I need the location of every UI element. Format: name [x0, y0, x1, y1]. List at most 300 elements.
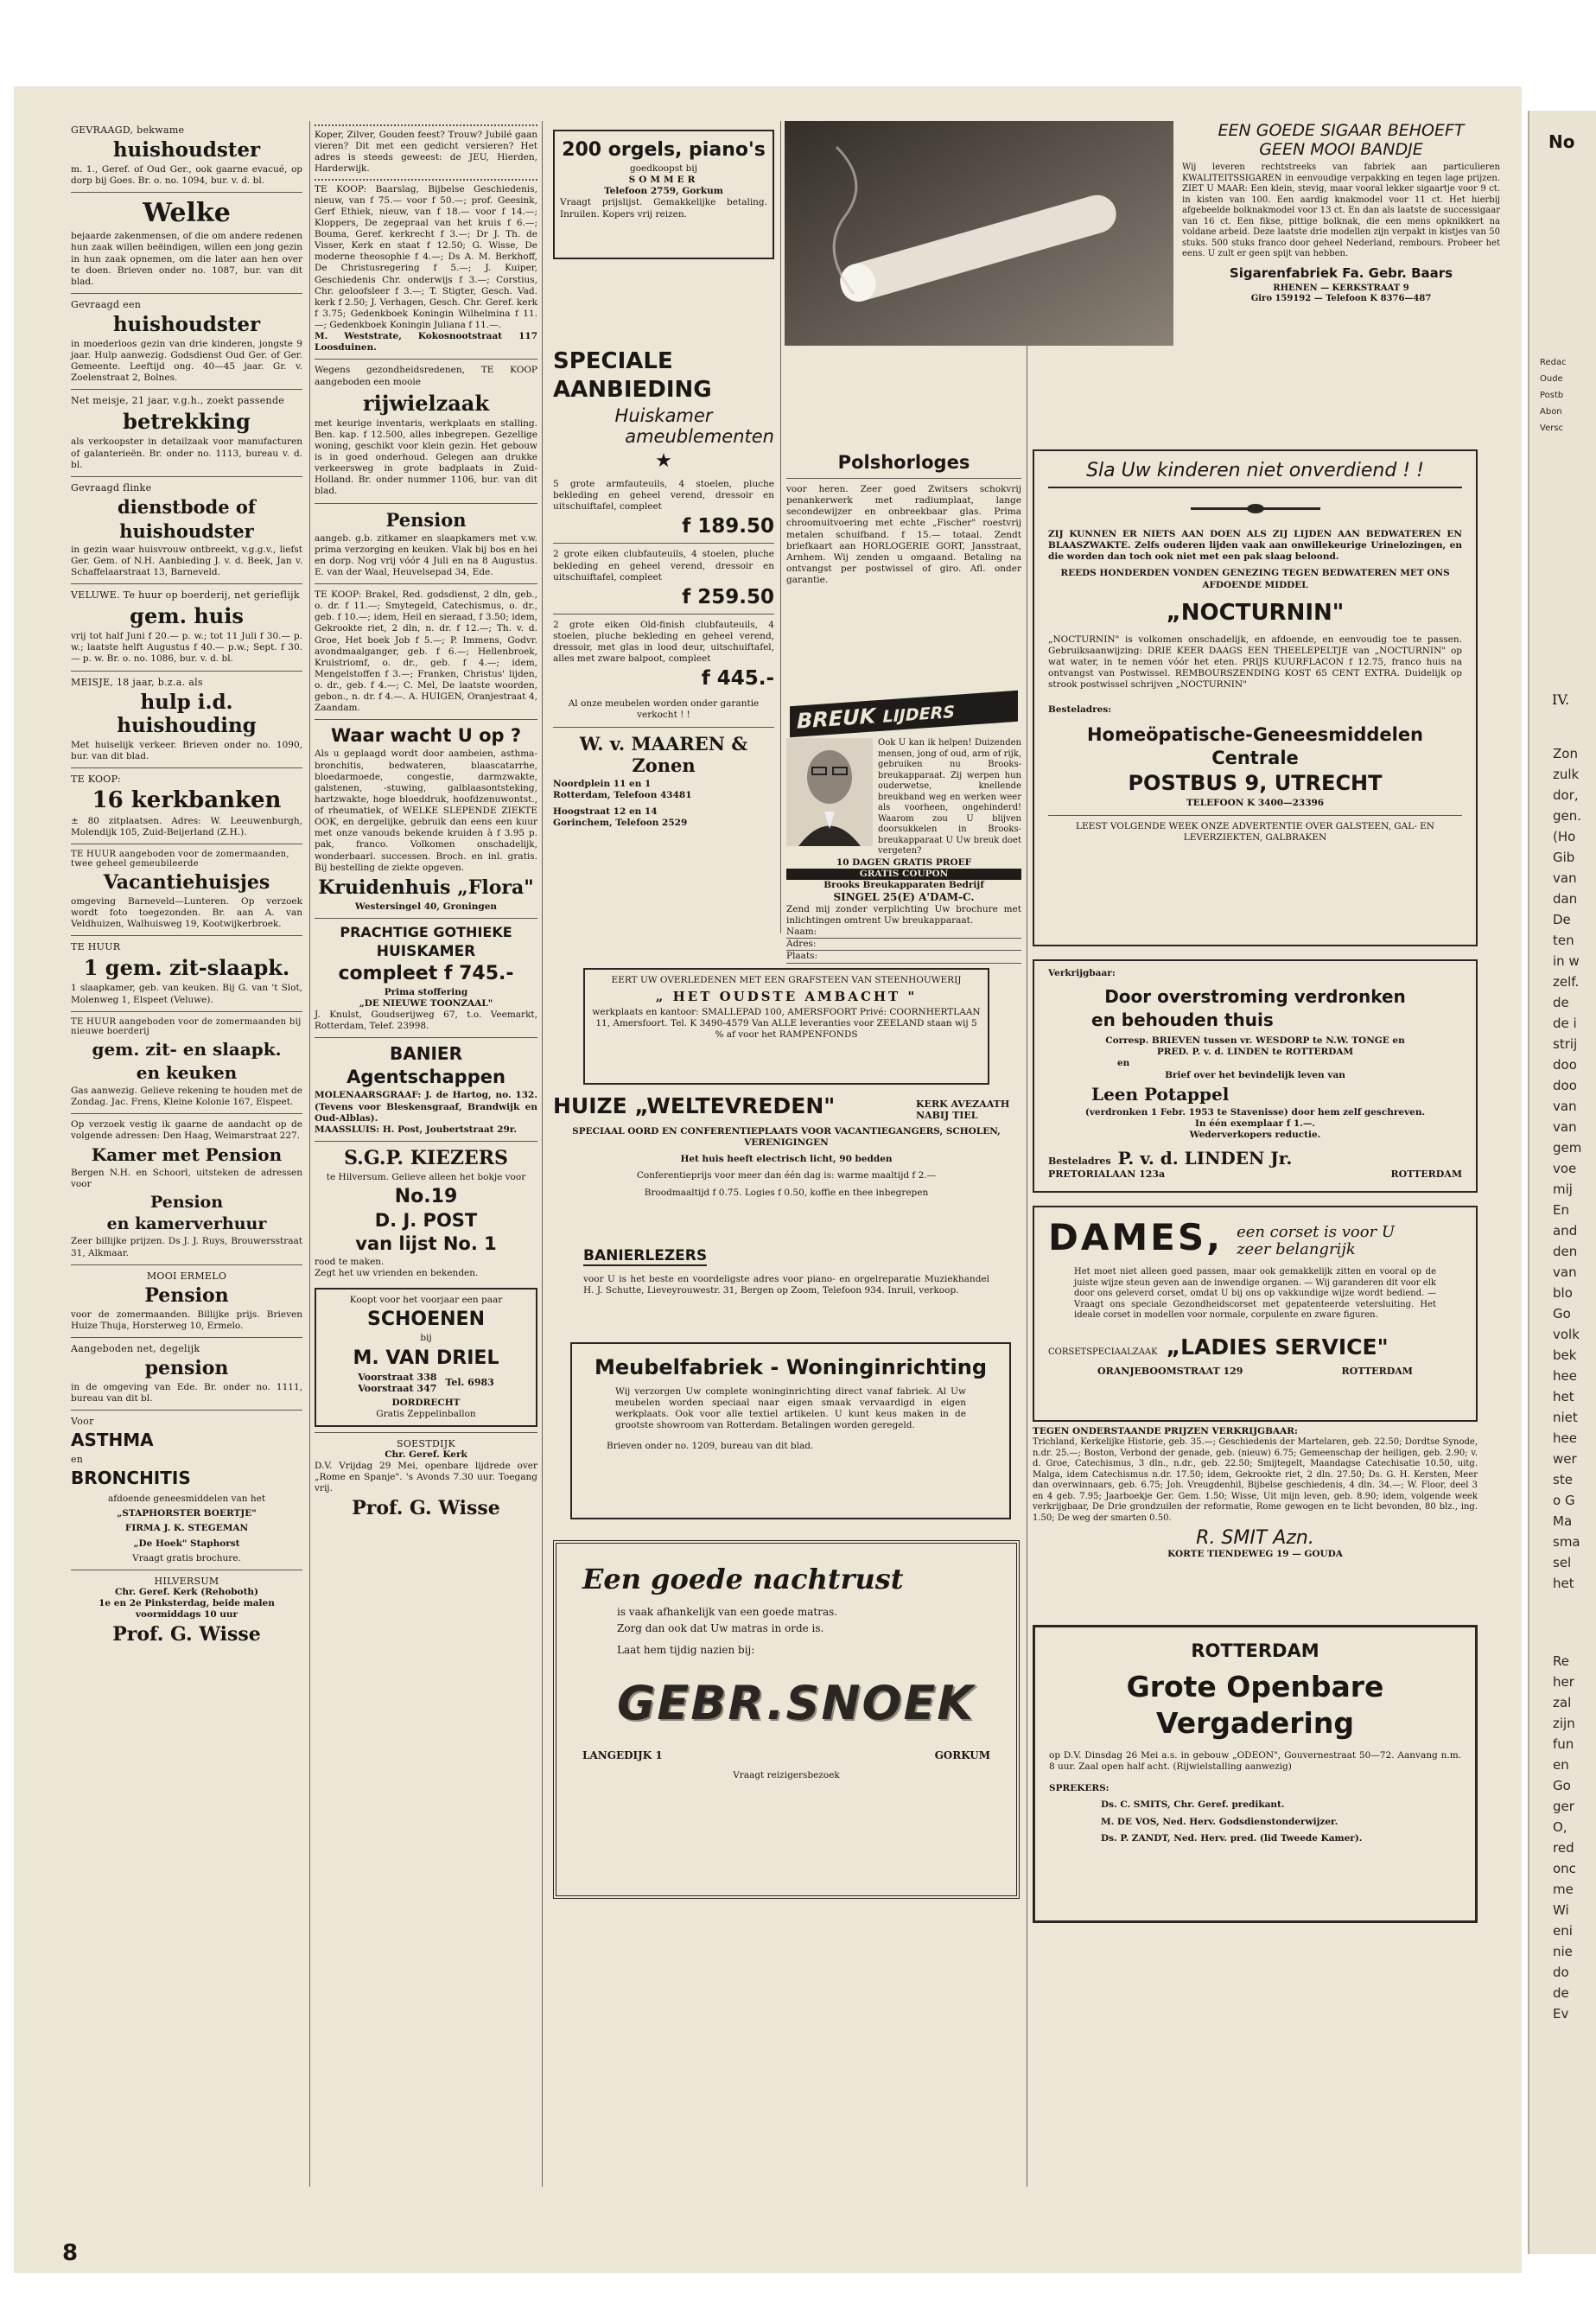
ad-heading: ROTTERDAM — [1191, 1640, 1319, 1661]
next-page-line: zal — [1553, 1695, 1572, 1710]
ad-heading: BRONCHITIS — [71, 1468, 191, 1489]
ad-heading: rijwielzaak — [363, 390, 489, 416]
ad-body: 2 grote eiken Old-finish clubfauteuils, 4 stoelen, pluche bekleding en geheel verend, dressoir, met glas in lood deur, uitschuiftafel, alles met zware balpoot, compleet — [553, 619, 774, 665]
ad-heading: compleet f 745.- — [338, 962, 514, 984]
ad-heading: EEN GOEDE SIGAAR BEHOEFT — [1218, 121, 1465, 140]
ad-heading: en keuken — [136, 1061, 238, 1083]
smit-books-ad — [1033, 1426, 1478, 1612]
ad-body: 1e en 2e Pinksterdag, beide malen voormiddags 10 uur — [99, 1597, 275, 1620]
next-page-line: zulk — [1553, 767, 1580, 782]
ad-body: Vraagt prijslijst. Gemakkelijke betaling. Inruilen. Kopers vrij reizen. — [560, 197, 767, 220]
next-page-line: niet — [1553, 1410, 1578, 1425]
ad-body: ± 80 zitplaatsen. Adres: W. Leeuwenburgh, Molendijk 105, Zuid-Beijerland (Z.H.). — [71, 815, 302, 837]
next-page-line: het — [1553, 1389, 1574, 1404]
ad-body: TE KOOP: Brakel, Red. godsdienst, 2 dln, geb., o. dr. f 11.—; Smytegeld, Catechismus, o. dr., geb. f 10.—; idem, Heil en sieraad, f 3.50; idem, Gekrookte riet, 2 dln, n. dr. f 12.—; Th. v. d. Groe, Het boek Job f 5.—; P. Immens, Godvr. avondmaalganger, geb. f 6.—; Hellenbroek, Kruistriomf, o. dr., geb. f 4.—; idem, Mengelstoffen f 3.—; Franken, Christus' lijden, o. dr., geb. f 4.—; C. Mel, De laatste woorden, gebon., n. dr. f 4.—. A. HUIGEN, Oranjestraat 4, Zaandam. — [315, 589, 537, 714]
ad-body: goedkoopst bij — [630, 163, 697, 174]
price: f 189.50 — [682, 515, 774, 538]
ad-body: Trichland, Kerkelijke Historie, geb. 35.—; Geschiedenis der Martelaren, geb. 22.50; Dordtse Synode, n.dr. 25.—; Boston, Verbond der genade, geb. (nieuw) 6.75; Gemeenschap der heiligen, geb. 2.90; v. d. Groe, Catechismus, 3 dln., n.dr., geb. 22.50; Smijtegelt, Maandagse Catechisatie 10.50, uitg. Malga, idem Catechismus n.dr. 17.50; idem, Gekrookte riet, 2 dln. 27.50; Ds. G. H. Kersten, Meer dan overwinnaars, geb. 6.75; Joh. Vreugdenhil, Bijbelse geschiedenis, 4 dln. 34.—; W. Floor, deel 3 en 4 geb. 7.95; Jaarboekje Ger. Gem. 1.50; Wisse, Uit mijn leven, geb. 8.90; idem, volgende week verkrijgbaar, De Drie grondzuilen der reformatie, Rome gewogen en te licht bevonden, 80 blz., ing. 1.50; De weg der smarten 0.50. — [1033, 1437, 1478, 1523]
next-page-line: Go — [1553, 1306, 1571, 1321]
furniture-ad — [553, 346, 774, 899]
ad-body: SOMMER — [628, 175, 699, 186]
ad-body: Chr. Geref. Kerk (Rehoboth) — [114, 1586, 259, 1597]
ad-label: SPREKERS: — [1049, 1783, 1110, 1794]
ad-label: Aangeboden net, degelijk — [71, 1342, 200, 1354]
next-page-line: en — [1553, 1757, 1569, 1773]
next-page-line: de — [1553, 1985, 1569, 2001]
ad-label: Verkrijgbaar: — [1048, 968, 1116, 978]
ad-label: SOESTDIJK — [397, 1437, 455, 1449]
ad-body: Noordplein 11 en 1 — [553, 778, 652, 789]
ad-body: TELEFOON K 3400—23396 — [1186, 798, 1325, 809]
ad-heading: Een goede nachtrust — [582, 1563, 904, 1595]
ad-heading: S.G.P. KIEZERS — [344, 1146, 508, 1169]
ad-body: Op verzoek vestig ik gaarne de aandacht op de volgende adressen: Den Haag, Weimarstraat 227. — [71, 1118, 302, 1141]
next-page-line: het — [1553, 1576, 1574, 1591]
ad-body: RHENEN — KERKSTRAAT 9 — [1273, 283, 1409, 293]
ad-label: Voor — [71, 1416, 94, 1428]
next-page-line: de — [1553, 995, 1569, 1010]
next-page-line: Gib — [1553, 850, 1575, 865]
ad-body: Gas aanwezig. Gelieve rekening te houden met de Zondag. Jac. Frens, Kleine Kolonie 167, Elspeet. — [71, 1085, 302, 1107]
furniture-factory-ad — [570, 1342, 1011, 1519]
next-page-line: Wi — [1553, 1902, 1569, 1918]
ad-label: CORSETSPECIAALZAAK — [1048, 1347, 1158, 1357]
ad-label: en — [71, 1454, 84, 1466]
ad-body: D.V. Vrijdag 29 Mei, openbare lijdrede over „Rome en Spanje". 's Avonds 7.30 uur. Toegang vrij. — [315, 1460, 537, 1494]
ad-body: Brooks Breukapparaten Bedrijf — [823, 879, 984, 890]
ad-body: MOLENAARSGRAAF: J. de Hartog, no. 132. (Tevens voor Bleskensgraaf, Brandwijk en Oud-Alblas). — [315, 1090, 537, 1124]
banner-text: LIJDERS — [882, 702, 955, 727]
page-number: 8 — [62, 2240, 79, 2266]
ad-label: TEGEN ONDERSTAANDE PRIJZEN VERKRIJGBAAR: — [1033, 1426, 1298, 1436]
ad-heading: AANBIEDING — [553, 377, 712, 403]
next-page-line: van — [1553, 1099, 1577, 1114]
ad-heading: 16 kerkbanken — [92, 786, 282, 813]
ad-label: TE HUUR aangeboden voor de zomermaanden, twee geheel gemeubileerde — [71, 850, 289, 869]
next-page-line: doo — [1553, 1078, 1577, 1093]
ad-heading: D. J. POST — [374, 1210, 478, 1231]
ad-body: Bergen N.H. en Schoorl, uitsteken de adressen voor — [71, 1168, 302, 1190]
ad-body: Corresp. BRIEVEN tussen vr. WESDORP te N.W. TONGE en — [1105, 1035, 1405, 1047]
flood-book-ad — [1033, 959, 1478, 1193]
next-page-text — [1553, 1651, 1576, 2024]
ad-label: GEVRAAGD, bekwame — [71, 124, 185, 136]
ad-heading: Waar wacht U op ? — [330, 725, 522, 747]
next-page-line: sel — [1553, 1555, 1572, 1570]
ad-body: Brief over het bevindelijk leven van — [1165, 1069, 1345, 1080]
ad-heading: Grote Openbare — [1126, 1670, 1384, 1704]
ad-body: in de omgeving van Ede. Br. onder no. 1111, bureau van dit bl. — [71, 1381, 302, 1404]
cigar-ad — [785, 121, 1506, 415]
ad-body: Chr. Geref. Kerk — [385, 1449, 467, 1460]
next-page-line: Postb — [1540, 391, 1564, 400]
ad-heading: Kamer met Pension — [91, 1144, 283, 1166]
ad-heading: No.19 — [394, 1186, 458, 1207]
next-page-line: hee — [1553, 1368, 1577, 1384]
ad-body: en — [1117, 1058, 1130, 1069]
ad-heading: Agentschappen — [347, 1067, 506, 1088]
next-page-line: van — [1553, 1264, 1577, 1280]
organ-ad — [553, 130, 774, 259]
ad-heading: BANIERLEZERS — [583, 1247, 708, 1264]
ad-body: J. Knulst, Goudserijweg 67, t.o. Veemarkt, Rotterdam, Telef. 23998. — [315, 1009, 537, 1032]
ad-heading: ASTHMA — [71, 1430, 154, 1451]
ad-body: Tel. 6983 — [445, 1377, 494, 1388]
ad-body: werkplaats en kantoor: SMALLEPAD 100, AMERSFOORT Privé: COORNHERTLAAN 11, Amersfoort. Tel. K 3490-4579 Van ALLE leveranties voor ZEELAND staan wij 5 % af voor het RAMPENFONDS — [592, 1007, 981, 1041]
ad-body: In één exemplaar f 1.—. — [1195, 1118, 1315, 1129]
ad-body: Prima stoffering — [384, 986, 468, 997]
ad-heading: Welke — [143, 198, 231, 229]
ad-body: Gorinchem, Telefoon 2529 — [553, 817, 688, 828]
ad-body: Vraagt reizigersbezoek — [733, 1770, 840, 1780]
ad-heading: R. SMIT Azn. — [1196, 1527, 1314, 1550]
ad-body: Met huiselijk verkeer. Brieven onder no. 1090, bur. van dit blad. — [71, 739, 302, 761]
ad-body: EERT UW OVERLEDENEN MET EEN GRAFSTEEN VAN STEENHOUWERIJ — [611, 975, 962, 985]
ad-heading: Pension — [144, 1283, 229, 1307]
ad-body: M. Weststrate, Kokosnootstraat 117 Loosduinen. — [315, 331, 537, 353]
next-page-line: ten — [1553, 933, 1574, 948]
ad-heading: „NOCTURNIN" — [1166, 599, 1345, 626]
nocturnin-ad — [1033, 449, 1478, 946]
next-page-line: den — [1553, 1244, 1578, 1259]
column-2 — [315, 121, 537, 2195]
ad-body: 10 DAGEN GRATIS PROEF — [836, 857, 972, 868]
ad-body: Rotterdam, Telefoon 43481 — [553, 789, 692, 800]
ad-heading: huishoudster — [119, 519, 254, 542]
ad-heading: GEEN MOOI BANDJE — [1259, 140, 1423, 159]
ad-body: Zeer billijke prijzen. Ds J. J. Ruys, Brouwersstraat 31, Alkmaar. — [71, 1236, 302, 1258]
ad-body: afdoende geneesmiddelen van het — [107, 1493, 266, 1505]
ad-heading: Homeöpatische-Geneesmiddelen — [1086, 724, 1424, 746]
next-page-line: Ma — [1553, 1513, 1573, 1529]
price: f 445.- — [701, 667, 774, 691]
next-page-line: volk — [1553, 1327, 1580, 1342]
ad-body: KORTE TIENDEWEG 19 — GOUDA — [1167, 1549, 1343, 1560]
next-page-masthead — [1540, 354, 1567, 436]
form-field-address: Adres: — [786, 939, 1021, 951]
ad-body: Vraagt gratis brochure. — [132, 1552, 241, 1563]
ad-heading: hulp i.d. huishouding — [117, 690, 257, 737]
ad-body: PRETORIALAAN 123a — [1048, 1169, 1166, 1180]
ad-heading: DAMES, — [1048, 1216, 1224, 1258]
ad-heading: betrekking — [123, 409, 251, 435]
ad-body: PRED. P. v. d. LINDEN te ROTTERDAM — [1156, 1047, 1354, 1058]
ad-body: voor heren. Zeer goed Zwitsers schokvrij penankerwerk met radiumplaat, lange secondewijzer en onbreekbaar glas. Prima chroomuitvoering met echte „Fischer" roestvrij metalen schuifband. f 15.— totaal. Zendt briefkaart aan HORLOGERIE GORT, Jansstraat, Arnhem. Wij zenden u omgaand. Betaling na ontvangst per postwissel of giro. Afl. onder garantie. — [786, 484, 1021, 585]
next-page-line: in w — [1553, 953, 1580, 969]
ad-body: GRATIS COUPON — [786, 869, 1021, 880]
ad-heading: van lijst No. 1 — [355, 1233, 497, 1254]
ad-heading: „ HET OUDSTE AMBACHT " — [655, 989, 918, 1005]
ad-body: Het moet niet alleen goed passen, maar ook gemakkelijk zitten en vooral op de juiste wijze steun geven aan de inwendige organen. — Wij garanderen dit voor elk door ons geleverd corset, omdat U bij ons op vakkundige wijze wordt bediend. — Vraagt ons speciale Gezondheidscorset met gepatenteerde vetersluiting. Het ideale corset in modellen voor normale, corpulente en zware figuren. — [1074, 1267, 1436, 1320]
ad-body: Zorg dan ook dat Uw matras in orde is. — [617, 1622, 824, 1634]
next-page-line: her — [1553, 1674, 1574, 1690]
ad-body: Zend mij zonder verplichting Uw brochure met inlichtingen omtrent Uw breukapparaat. — [786, 903, 1021, 926]
ad-body: Als u geplaagd wordt door aambeien, asthma-bronchitis, bedwateren, blaascatarrhe, bloedarmoede, congestie, darmzwakte, galstenen, -stuwing, galblaasontsteking, hartzwakte, hoge bloeddruk, hoofdzenuwontst., of rheumatiek, of WELKE SLEPENDE ZIEKTE OOK, en dergelijke, gebruik dan eens een kuur met onze vanouds bekende kruiden à f 3.95 p. pak, franco. Volkomen onschadelijk, wonderbaarl. successen. Broch. en inl. gratis. Bij bestelling de ziekte opgeven. — [315, 748, 537, 873]
ad-heading: Pension — [149, 1193, 224, 1213]
next-page-line: Zon — [1553, 746, 1578, 761]
ad-heading: gem. zit- en slaapk. — [92, 1038, 282, 1060]
ad-body: Telefoon 2759, Gorkum — [604, 186, 723, 197]
ad-body: 5 grote armfauteuils, 4 stoelen, pluche bekleding en geheel verend, dressoir en uitschuiftafel, compleet — [553, 479, 774, 513]
ad-heading: 1 gem. zit-slaapk. — [83, 955, 290, 981]
ad-body: Conferentieprijs voor meer dan één dag is: warme maaltijd f 2.— — [636, 1170, 937, 1181]
ad-body: Ds. C. SMITS, Chr. Geref. predikant. — [1101, 1799, 1285, 1811]
banierlezers-ad — [583, 1245, 989, 1340]
ad-body: bejaarde zakenmensen, of die om andere redenen hun zaak willen beëindigen, willen een jong gezin in hun zaak opnemen, om die later aan hen over te doen. Brieven onder no. 1087, bur. van dit blad. — [71, 231, 302, 287]
ad-body: SINGEL 25(E) A'DAM-C. — [833, 890, 975, 903]
ad-label: VELUWE. Te huur op boerderij, net gerieflijk — [71, 589, 300, 602]
ad-label: Besteladres — [1048, 1156, 1111, 1167]
next-page-line: do — [1553, 1965, 1569, 1980]
hernia-ad — [786, 691, 1021, 962]
next-page-line: mij — [1553, 1181, 1573, 1197]
ad-body: „De Hoek" Staphorst — [133, 1538, 240, 1549]
ad-heading: en kamerverhuur — [106, 1214, 267, 1234]
ad-body: Koopt voor het voorjaar een paar — [349, 1295, 503, 1306]
ad-body: 1 slaapkamer, geb. van keuken. Bij G. van 't Slot, Molenweg 1, Elspeet (Veluwe). — [71, 983, 302, 1005]
next-page-line: sma — [1553, 1534, 1580, 1550]
ad-body: MAASSLUIS: H. Post, Joubertstraat 29r. — [315, 1124, 518, 1135]
ad-body: (verdronken 1 Febr. 1953 te Stavenisse) door hem zelf geschreven. — [1084, 1106, 1426, 1118]
column-rule — [780, 121, 781, 933]
ad-body: ORANJEBOOMSTRAAT 129 — [1097, 1365, 1243, 1377]
ad-heading: „LADIES SERVICE" — [1166, 1334, 1389, 1360]
ad-heading: Centrale — [1211, 748, 1299, 769]
cigar-image — [785, 121, 1173, 346]
weltevreden-ad — [553, 1091, 1020, 1242]
ad-body: Brieven onder no. 1209, bureau van dit blad. — [607, 1440, 814, 1451]
ad-heading: gem. huis — [130, 603, 244, 629]
ad-body: Laat hem tijdig nazien bij: — [617, 1644, 755, 1656]
ad-heading: Vacantiehuisjes — [103, 871, 270, 894]
next-page-line: De — [1553, 912, 1571, 927]
gravestone-ad — [583, 968, 989, 1085]
ad-body: M. DE VOS, Ned. Herv. Godsdienstonderwijzer. — [1101, 1816, 1338, 1827]
ad-body: Ds. P. ZANDT, Ned. Herv. pred. (lid Tweede Kamer). — [1101, 1832, 1363, 1844]
ad-heading: PRACHTIGE GOTHIEKE — [340, 923, 512, 940]
next-page-line: gem — [1553, 1140, 1582, 1156]
ad-body: aangeb. g.b. zitkamer en slaapkamers met v.w. prima verzorging en keuken. Vlak bij bos en hei en dorp. Nog vrij vóór 4 Juli en na 8 Augustus. E. van der Waal, Heuvelsepad 34, Ede. — [315, 532, 537, 577]
ad-body: „NOCTURNIN" is volkomen onschadelijk, en afdoende, en eenvoudig toe te passen. Gebruiksaanwijzing: DRIE KEER DAAGS EEN THEELEPELTJE van „NOCTURNIN" op wat water, in te nemen vóór het eten. PRIJS KUURFLACON f 12.75, franco huis na ontvangst van Postwissel. REMBOURSZENDING KOST 65 CENT EXTRA. Duidelijk op strook postwissel schrijven „NOCTURNIN" — [1048, 634, 1462, 691]
ad-body: Koper, Zilver, Gouden feest? Trouw? Jubilé gaan vieren? Dit met een gedicht versieren? Het adres is steeds geweest: de JEU, Hierden, Harderwijk. — [315, 130, 537, 175]
next-page-line: doo — [1553, 1057, 1577, 1073]
ad-label: TE HUUR aangeboden voor de zomermaanden bij nieuwe boerderij — [71, 1016, 302, 1036]
next-page-line: eni — [1553, 1923, 1573, 1939]
ad-subheading: ameublementen — [625, 426, 774, 447]
next-page-line: wer — [1553, 1451, 1577, 1467]
next-page-line: strij — [1553, 1036, 1578, 1052]
next-page-line: bek — [1553, 1347, 1577, 1363]
ad-heading: huishoudster — [112, 138, 261, 162]
next-page-line: Go — [1553, 1778, 1571, 1793]
ad-body: „DE NIEUWE TOONZAAL" — [359, 998, 493, 1009]
next-page-line: blo — [1553, 1285, 1573, 1301]
ad-body: is vaak afhankelijk van een goede matras. — [617, 1606, 838, 1618]
ad-label: HILVERSUM — [154, 1575, 219, 1587]
meeting-ad — [1033, 1625, 1478, 1923]
ad-heading: Vergadering — [1156, 1706, 1354, 1740]
price: f 259.50 — [682, 585, 774, 608]
ad-body: FIRMA J. K. STEGEMAN — [124, 1523, 249, 1534]
ad-body: Het huis heeft electrisch licht, 90 bedden — [680, 1154, 893, 1165]
ad-body: Al onze meubelen worden onder garantie verkocht ! ! — [568, 698, 760, 721]
next-page-line: nie — [1553, 1944, 1573, 1959]
ad-heading: P. v. d. LINDEN Jr. — [1117, 1148, 1293, 1169]
ad-heading: huishoudster — [112, 312, 261, 336]
ad-body: „STAPHORSTER BOERTJE" — [117, 1508, 257, 1519]
ad-label: Gevraagd flinke — [71, 481, 152, 494]
next-page-roman: IV. — [1552, 691, 1570, 708]
ad-heading: Door overstroming verdronken — [1104, 986, 1406, 1008]
next-page-line: Redac — [1540, 358, 1567, 367]
ad-body: voor U is het beste en voordeligste adres voor piano- en orgelreparatie Muziekhandel H. J. Schutte, Lieveyrouwestr. 31, Bergen op Zoom, Telefoon 934. Inruil, verkoop. — [583, 1274, 989, 1296]
next-page-line: de i — [1553, 1016, 1577, 1031]
ad-heading: HUISKAMER — [376, 942, 476, 960]
ad-body: in moederloos gezin van drie kinderen, jongste 9 jaar. Hulp aanwezig. Godsdienst Oud Ger. of Ger. Gemeente. Leeftijd ong. 40—45 jaar. Gr. v. Zoelenstraat 2, Bolnes. — [71, 338, 302, 384]
watch-ad — [786, 449, 1021, 683]
ad-label: TE HUUR — [71, 941, 121, 953]
ad-heading: Meubelfabriek - Woninginrichting — [594, 1355, 988, 1379]
ad-heading: POSTBUS 9, UTRECHT — [1128, 771, 1383, 796]
next-page-line: Oude — [1540, 374, 1563, 384]
ad-label: MOOI ERMELO — [146, 1270, 227, 1282]
ad-body: KERK AVEZAATH NABIJ TIEL — [916, 1099, 1010, 1121]
corset-ad — [1033, 1206, 1478, 1422]
ad-label: Gevraagd een — [71, 298, 142, 310]
ad-heading: M. VAN DRIEL — [353, 1347, 499, 1369]
next-page-line: Abon — [1540, 407, 1562, 417]
ad-subheading: een corset is voor U — [1237, 1223, 1396, 1242]
ad-body: Westersingel 40, Groningen — [354, 901, 498, 912]
ad-body: Wederverkopers reductie. — [1189, 1129, 1321, 1140]
ad-body: vrij tot half Juni f 20.— p. w.; tot 11 Juli f 30.— p. w.; laatste helft Augustus f 40.— p.w.; Sept. f 30.— p. w. Br. o. no. 1086, bur. v. d. bl. — [71, 631, 302, 665]
next-page-line: o G — [1553, 1493, 1575, 1508]
ad-body: te Hilversum. Gelieve alleen het bokje voor — [326, 1171, 526, 1182]
mattress-ad — [553, 1540, 1020, 1899]
form-field-name: Naam: — [786, 927, 1021, 939]
shoe-ad-box — [315, 1288, 537, 1427]
ad-heading: dienstbode of — [118, 495, 256, 518]
ad-body: ZIJ KUNNEN ER NIETS AAN DOEN ALS ZIJ LIJDEN AAN BEDWATEREN EN BLAASZWAKTE. Zelfs ouderen lijden vaak aan onwillekeurige Urinelozingen, en die worden dan toch ook niet met een pak slaag beloond. — [1048, 529, 1462, 563]
next-page-line: and — [1553, 1223, 1578, 1239]
ad-heading: Sigarenfabriek Fa. Gebr. Baars — [1229, 264, 1453, 281]
column-1 — [71, 121, 302, 2195]
man-portrait-image — [786, 738, 873, 846]
next-page-line: zijn — [1553, 1716, 1575, 1731]
ad-heading: W. v. MAAREN & Zonen — [579, 732, 748, 776]
column-rule — [309, 121, 310, 2187]
ad-body: m. 1., Geref. of Oud Ger., ook gaarne evacué, op dorp bij Goes. Br. o. no. 1094, bur. v. d. bl. — [71, 164, 302, 187]
ad-heading: Sla Uw kinderen niet onverdiend ! ! — [1048, 460, 1462, 488]
ad-heading: 200 orgels, piano's — [562, 139, 766, 161]
next-page-line: voe — [1553, 1161, 1577, 1176]
next-page-line: zelf. — [1553, 974, 1580, 990]
ad-subheading: zeer belangrijk — [1237, 1240, 1356, 1259]
ad-body: DORDRECHT — [391, 1397, 461, 1408]
ad-body: met keurige inventaris, werkplaats en stalling. Ben. kap. f 12.500, alles inbegrepen. Gezellige woning, geschikt voor klein gezin. Het gebouw is in goed onderhoud. Gelegen aan drukke verkeersweg in grote badplaats in Zuid-Holland. Br. onder nummer 1106, bur. van dit blad. — [315, 417, 537, 497]
next-page-line: fun — [1553, 1736, 1574, 1752]
ad-body: Voorstraat 347 — [358, 1382, 437, 1394]
next-page-line: dan — [1553, 891, 1578, 907]
ad-body: ROTTERDAM — [1341, 1365, 1413, 1377]
ad-body: Gratis Zeppelinballon — [376, 1408, 476, 1419]
next-page-line: ger — [1553, 1799, 1574, 1814]
ad-heading: HUIZE „WELTEVREDEN" — [553, 1093, 836, 1118]
ad-heading: Polshorloges — [837, 452, 970, 473]
next-page-line: van — [1553, 870, 1577, 886]
ad-body: TE KOOP: Baarslag, Bijbelse Geschiedenis, nieuw, van f 75.— voor f 50.—; prof. Geesink, Gerf Ethiek, nieuw, van f 18.— voor f 14.—; Kloppers, De zegepraal van het kruis f 6.—; Bouma, Geref. kerkrecht f 3.—; Dr J. Th. de Visser, Kerk en staat f 12.50; G. Wisse, De moderne theosophie f 4.—; Ds A. M. Berkhoff, De Christusregering f 5.—; J. Kuiper, Geschiedenis Chr. onderwijs f 3.—; Corstius, Chr. geloofsleer f 3.—; T. Stigter, Gesch. Vad. kerk f 2.50; J. Verhagen, Gesch. Chr. Geref. kerk f 3.75; Gedenkboek Koningin Wilhelmina f 11.—; Gedenkboek Koningin Juliana f 11.—. — [315, 183, 537, 330]
next-page-line: onc — [1553, 1861, 1576, 1876]
next-page-line: (Ho — [1553, 829, 1576, 844]
ad-body: Hoogstraat 12 en 14 — [553, 806, 658, 817]
ad-heading: Pension — [385, 508, 467, 531]
ad-body: SPECIAAL OORD EN CONFERENTIEPLAATS VOOR VACANTIEGANGERS, SCHOLEN, VERENIGINGEN — [572, 1126, 1001, 1149]
ad-body: REEDS HONDERDEN VONDEN GENEZING TEGEN BEDWATEREN MET ONS AFDOENDE MIDDEL — [1060, 568, 1450, 590]
ad-body: ROTTERDAM — [1390, 1169, 1462, 1180]
next-page-title: No — [1548, 131, 1575, 152]
ad-body: Ook U kan ik helpen! Duizenden mensen, jong of oud, arm of rijk, gebruiken nu Brooks-breukapparaat. Zij werpen hun ouderwetse, knellende breukband weg en werken weer als voorheen, ongehinderd! Waarom zou U blijven doorsukkelen in Brooks-breukapparaat U Uw breuk doet vergeten? — [878, 738, 1021, 856]
ad-heading: pension — [144, 1356, 229, 1379]
ad-heading: en behouden thuis — [1091, 1009, 1274, 1031]
form-field-place: Plaats: — [786, 951, 1021, 963]
next-page-line: dor, — [1553, 787, 1579, 803]
ad-label: Net meisje, 21 jaar, v.g.h., zoekt passende — [71, 395, 285, 407]
ad-body: Zegt het uw vrienden en bekenden. — [315, 1268, 479, 1279]
ad-heading: Leen Potappel — [1091, 1083, 1230, 1105]
ad-body: Broodmaaltijd f 0.75. Logies f 0.50, koffie en thee inbegrepen — [644, 1187, 929, 1198]
ad-heading: Prof. G. Wisse — [112, 1623, 261, 1646]
next-page-line: O, — [1553, 1819, 1567, 1835]
ad-body: Wij verzorgen Uw complete woninginrichting direct vanaf fabriek. Al Uw meubelen worden speciaal naar eigen smaak vervaardigd in eigen werkplaats. Ook voor alle textiel artikelen. U kunt keus maken in de grootste showroom van Rotterdam. Betalingen worden geregeld. — [615, 1386, 966, 1431]
ad-subheading: Huiskamer — [614, 405, 713, 426]
next-page-line: red — [1553, 1840, 1574, 1856]
next-page-line: En — [1553, 1202, 1569, 1218]
ad-body: Voorstraat 338 — [358, 1371, 437, 1383]
ad-heading: Prof. G. Wisse — [352, 1497, 500, 1520]
ad-heading: Kruidenhuis „Flora" — [318, 876, 534, 899]
next-page-line: van — [1553, 1119, 1577, 1135]
ad-heading: SPECIALE — [553, 348, 673, 374]
ad-label: TE KOOP: — [71, 773, 121, 785]
ad-body: in gezin waar huisvrouw ontbreekt, v.g.g.v., liefst Ger. Gem. of N.H. Aanbieding J. v. d. Beek, Jan v. Schaffelaarstraat 13, Barneveld. — [71, 544, 302, 577]
ad-body: rood te maken. — [315, 1257, 385, 1267]
next-page-line: Versc — [1540, 424, 1564, 433]
banner-text: BREUK — [797, 704, 876, 734]
next-page-line: gen. — [1553, 808, 1582, 824]
next-page-line: Re — [1553, 1653, 1569, 1669]
next-page-line: hee — [1553, 1430, 1577, 1446]
ad-heading: SCHOENEN — [367, 1309, 485, 1331]
next-page-line: Ev — [1553, 2006, 1569, 2022]
ad-body: Wij leveren rechtstreeks van fabriek aan particulieren KWALITEITSSIGAREN in eenvoudige verpakking en tegen lage prijzen. ZIET U MAAR: Een klein, stevig, maar vooral lekker sigaartje voor 9 ct. in kisten van 100. Een aardig knakmodel voor 11 ct. Het hierbij afgebeelde bolknakmodel voor 13 ct. En dan als laatste de successigaar van 16 ct. Een fikse, pittige bolknak, die een mens opknikkert na voldane arbeid. Deze laatste drie modellen zijn verpakt in kistjes van 50 stuks. 500 stuks franco door geheel Nederland, rembours. Probeer het eens. U zult er geen spijt van hebben. — [1182, 162, 1500, 258]
ad-body: op D.V. Dinsdag 26 Mei a.s. in gebouw „ODEON", Gouvernestraat 50—72. Aanvang n.m. 8 uur. Zaal open half acht. (Rijwielstalling aanwezig) — [1049, 1750, 1461, 1773]
ad-body: omgeving Barneveld—Lunteren. Op verzoek wordt foto toegezonden. Br. aan A. van Veldhuizen, Walhuisweg 19, Kootwijkerbroek. — [71, 896, 302, 930]
ad-body: GORKUM — [934, 1749, 990, 1761]
ad-body: 2 grote eiken clubfauteuils, 4 stoelen, pluche bekleding en geheel verend, dressoir en uitschuiftafel, compleet — [553, 549, 774, 583]
ad-label: Besteladres: — [1048, 704, 1112, 716]
ad-body: voor de zomermaanden. Billijke prijs. Brieven Huize Thuja, Horsterweg 10, Ermelo. — [71, 1309, 302, 1331]
ad-body: Giro 159192 — Telefoon K 8376—487 — [1250, 294, 1432, 303]
next-page-line: ste — [1553, 1472, 1573, 1487]
star-icon: ★ — [655, 450, 672, 472]
ad-label: MEISJE, 18 jaar, b.z.a. als — [71, 676, 203, 688]
ad-body: LEEST VOLGENDE WEEK ONZE ADVERTENTIE OVER GALSTEEN, GAL- EN LEVERZIEKTEN, GALBRAKEN — [1076, 820, 1434, 843]
ad-body: Wegens gezondheidsredenen, TE KOOP aangeboden een mooie — [315, 365, 537, 387]
ad-body: als verkoopster in detailzaak voor manufacturen of galanterieën. Br. onder no. 1113, bureau v. d. bl. — [71, 436, 302, 470]
next-page-line: me — [1553, 1882, 1574, 1897]
next-page-text — [1553, 743, 1581, 1594]
ad-heading: BANIER — [390, 1043, 462, 1065]
